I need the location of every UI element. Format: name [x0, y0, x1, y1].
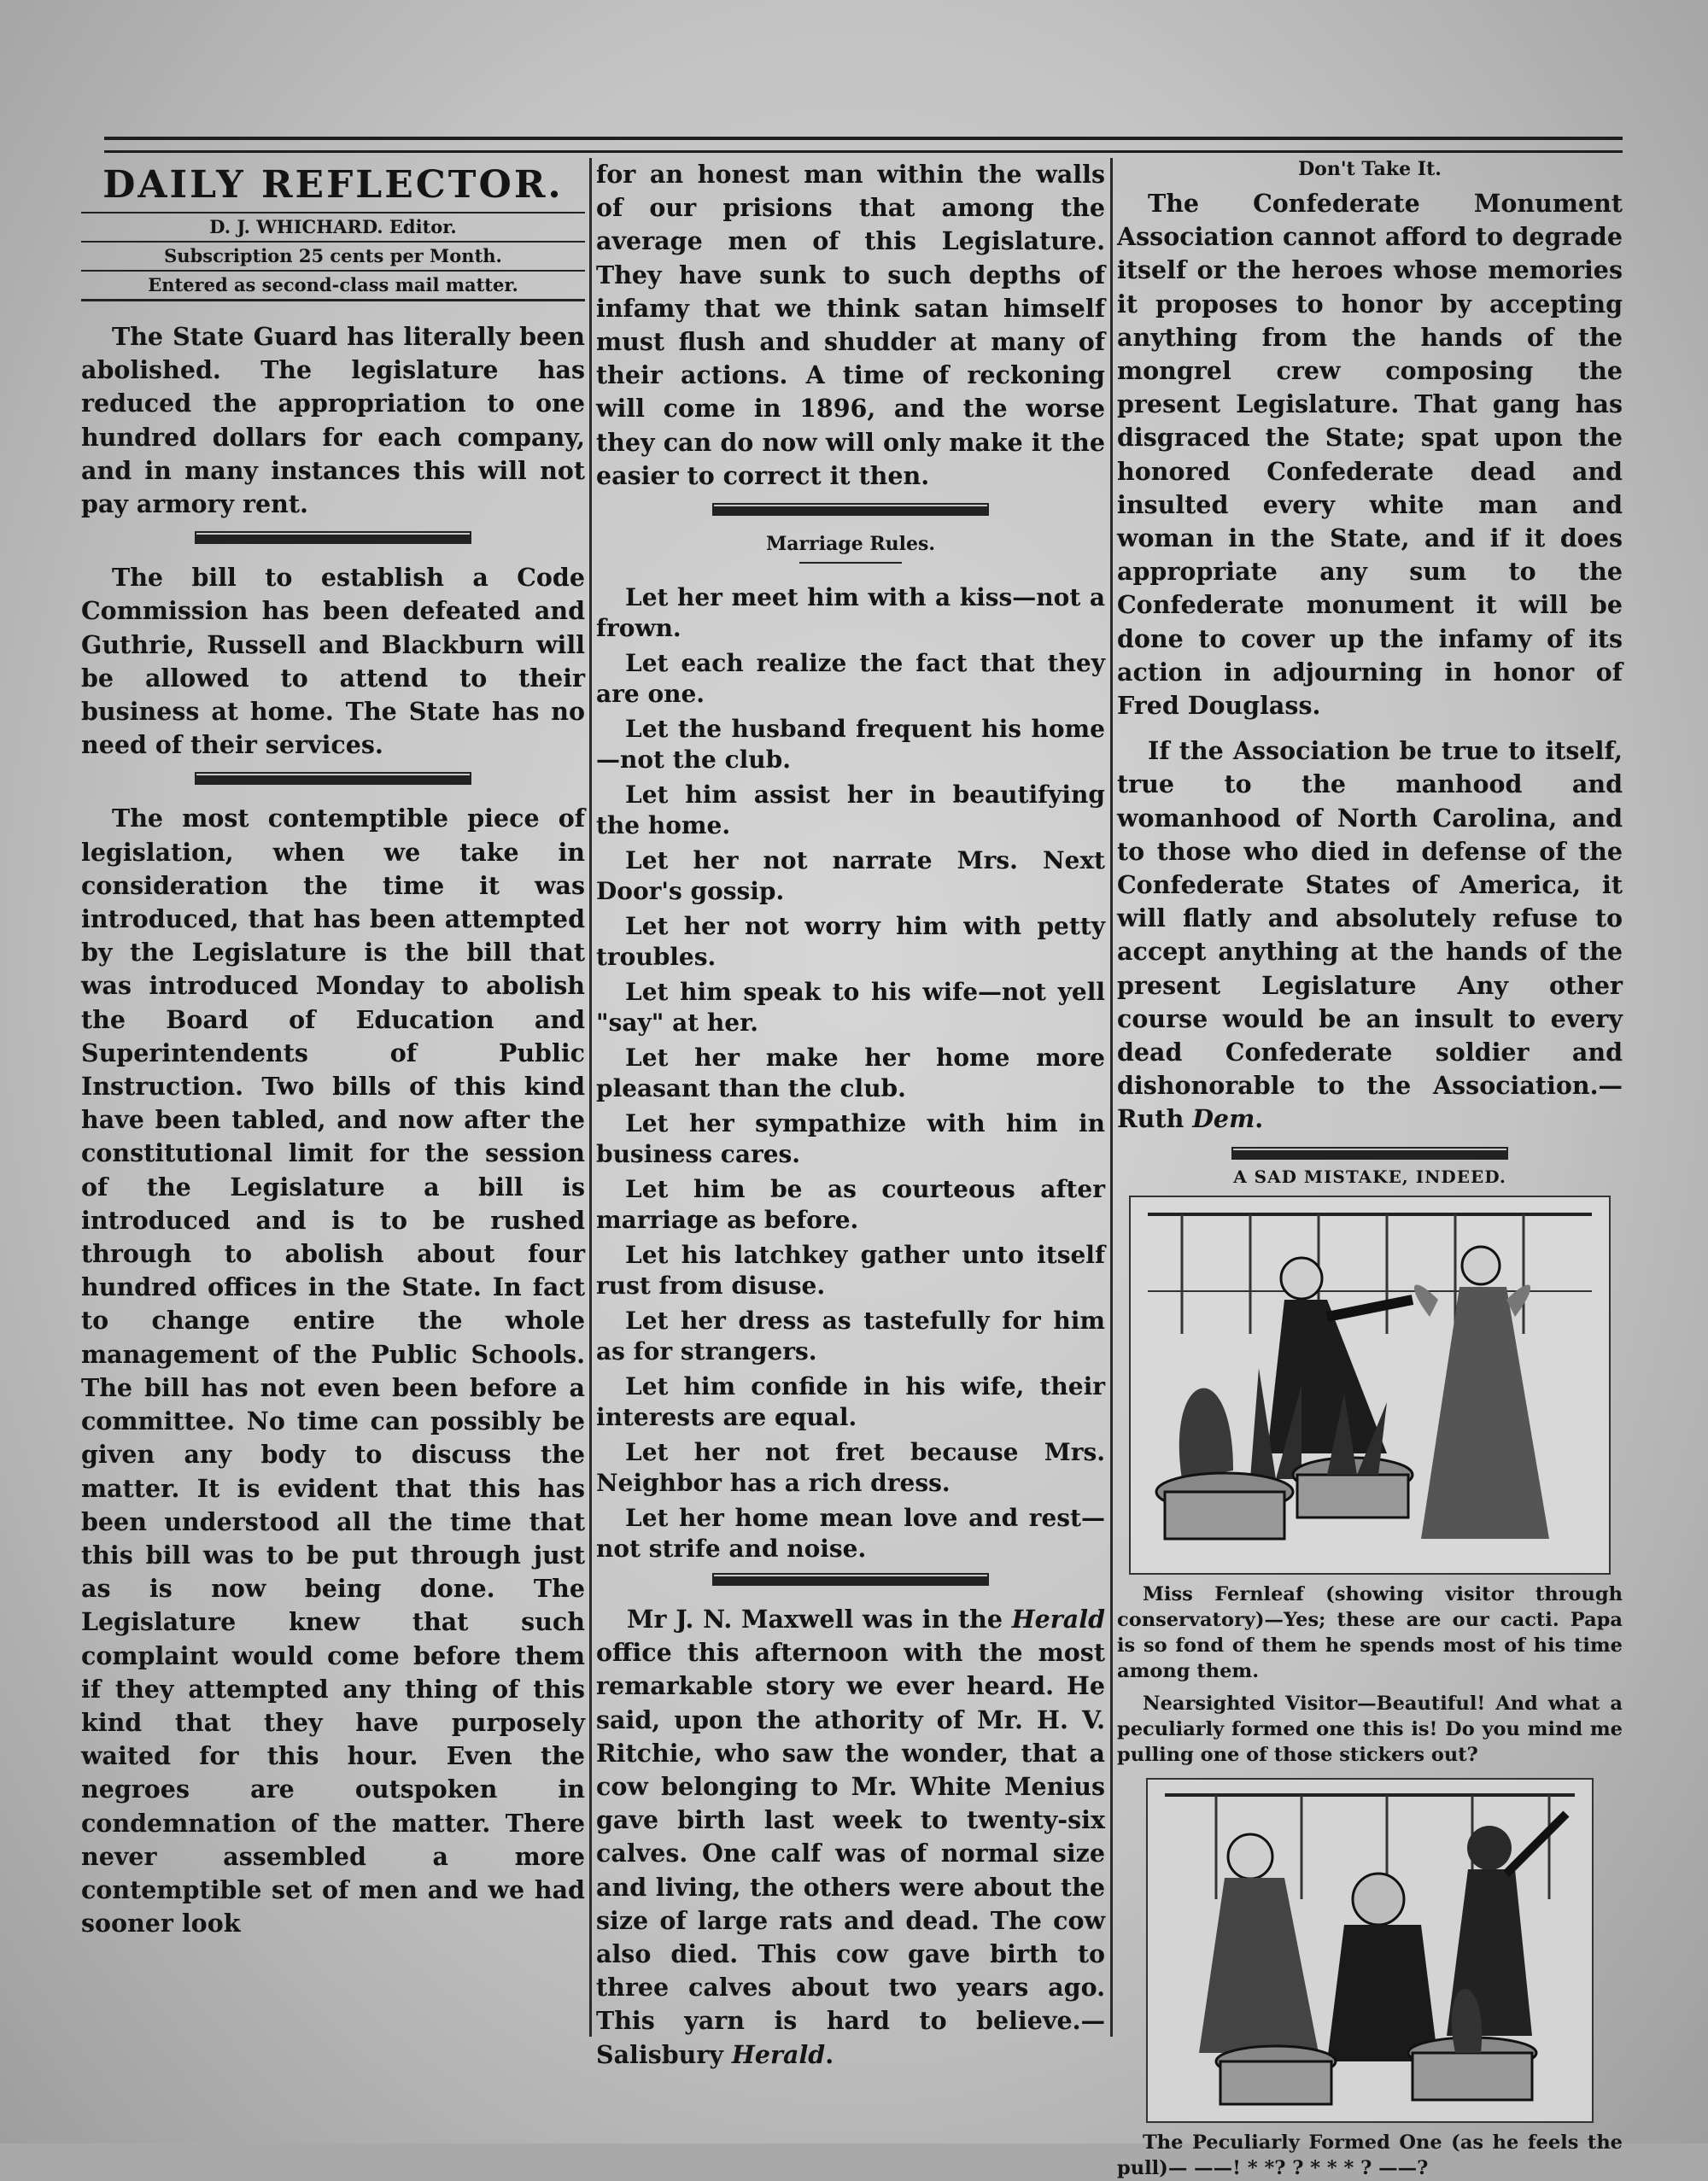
section-divider	[196, 774, 470, 783]
maxwell-text-end: .	[825, 2039, 834, 2069]
list-item: Let her meet him with a kiss—not a frown.	[596, 583, 1105, 643]
list-item: Let her not worry him with petty troubles.	[596, 912, 1105, 972]
herald-name-end: Herald	[731, 2039, 826, 2069]
section-divider	[1233, 1149, 1506, 1158]
list-item: Let her dress as tastefully for him as for strangers.	[596, 1307, 1105, 1366]
maxwell-text-1: Mr J. N. Maxwell was in the	[627, 1605, 1012, 1634]
dont-take-it-heading: Don't Take It.	[1298, 158, 1442, 180]
association-text-end: .	[1255, 1104, 1264, 1134]
column-3	[1117, 158, 1623, 2179]
section-divider	[714, 1575, 987, 1584]
masthead-entry: Entered as second-class mail matter.	[81, 270, 585, 301]
section-divider	[714, 505, 987, 514]
masthead-title: DAILY REFLECTOR.	[102, 163, 564, 207]
list-item: Let him assist her in beautifying the home.	[596, 781, 1105, 840]
list-item: Let her not fret because Mrs. Neighbor has a rich dress.	[596, 1438, 1105, 1498]
heading-underline	[799, 562, 902, 564]
masthead-subscription: Subscription 25 cents per Month.	[81, 241, 585, 270]
herald-name: Herald	[1011, 1605, 1105, 1634]
cartoon-caption-1: Miss Fernleaf (showing visitor through conservatory)—Yes; these are our cacti. Papa is so fond of them he spends most of his time among them.	[1117, 1582, 1623, 1682]
legislation-paragraph: The most contemptible piece of legislation, when we take in consideration the time it was introduced, that has been attempted by the Legislature is the bill that was introduced Monday to abolish the Board of Education and Superintendents of Public Instruction. Two bills of this kind have been tabled, and now after the constitutional limit for the session of the Legislature a bill is introduced and is to be rushed through to abolish about four hundred offices in the State. In fact to change entire the whole management of the Public Schools. The bill has not even been before a committee. No time can possibly be given any body to discuss the matter. It is evident that this has been understood all the time that this bill was to be put through just as is now being done. The Legislature knew that such complaint would come before them if they attempted any thing of this kind that they have purposely waited for this hour. Even the negroes are outspoken in condemnation of the matter. There never assembled a more contemptible set of men and we had sooner look	[81, 804, 585, 1938]
marriage-rules-heading: Marriage Rules.	[765, 533, 936, 556]
list-item: Let her sympathize with him in business cares.	[596, 1109, 1105, 1169]
column-separator-1	[589, 158, 592, 2037]
section-divider	[196, 533, 470, 542]
list-item: Let her make her home more pleasant than the club.	[596, 1044, 1105, 1103]
list-item: Let him speak to his wife—not yell "say" at her.	[596, 978, 1105, 1038]
column-1	[81, 158, 585, 2037]
cartoon-title: A SAD MISTAKE, INDEED.	[1233, 1166, 1506, 1187]
monument-paragraph: The Confederate Monument Association cannot afford to degrade itself or the heroes whose memories it proposes to honor by accepting anything from the hands of the mongrel crew composing the present Legislature. That gang has disgraced the State; spat upon the honored Confederate dead and insulted every white man and woman in the State, and if it does appropriate any sum to the Confederate monument it will be done to cover up the infamy of its action in adjourning in honor of Fred Douglass.	[1117, 189, 1623, 721]
column-separator-2	[1110, 158, 1113, 2037]
list-item: Let each realize the fact that they are one.	[596, 649, 1105, 709]
code-commission-paragraph: The bill to establish a Code Commission has been defeated and Guthrie, Russell and Blackburn will be allowed to attend to their business at home. The State has no need of their services.	[81, 563, 585, 760]
cartoon-caption-3: The Peculiarly Formed One (as he feels the pull)— ——! * *? ? * * * ? ——?	[1117, 2131, 1623, 2179]
cartoon-pull-illustration	[1146, 1778, 1594, 2123]
state-guard-paragraph: The State Guard has literally been abolished. The legislature has reduced the appropriation to one hundred dollars for each company, and in many instances this will not pay armory rent.	[81, 322, 585, 519]
legislation-continued-paragraph: for an honest man within the walls of our prisions that among the average men of this Legislature. They have sunk to such depths of infamy that we think satan himself must flush and shudder at many of their actions. A time of reckoning will come in 1896, and the worse they can do now will only make it the easier to correct it then.	[596, 160, 1105, 490]
masthead-editor: D. J. WHICHARD. Editor.	[81, 212, 585, 241]
list-item: Let the husband frequent his home—not the club.	[596, 715, 1105, 775]
list-item: Let him be as courteous after marriage as before.	[596, 1175, 1105, 1235]
list-item: Let his latchkey gather unto itself rust from disuse.	[596, 1241, 1105, 1301]
maxwell-text-2: office this afternoon with the most remarkable story we ever heard. He said, upon the athority of Mr. H. V. Ritchie, who saw the wonder, that a cow belonging to Mr. White Menius gave birth last week to twenty-six calves. One calf was of normal size and living, the others were about the size of large rats and dead. The cow also died. This cow gave birth to three calves about two years ago. This yarn is hard to believe.—Salisbury	[596, 1638, 1105, 2069]
cartoon-conservatory-illustration	[1129, 1196, 1611, 1575]
association-text: If the Association be true to itself, true to the manhood and womanhood of North Carolina, and to those who died in defense of the Confederate States of America, it will flatly and absolutely refuse to accept anything at the hands of the present Legislature Any other course would be an insult to every dead Confederate soldier and dishonorable to the Association.—Ruth	[1117, 736, 1623, 1134]
maxwell-paragraph	[596, 1603, 1105, 2072]
list-item: Let her not narrate Mrs. Next Door's gossip.	[596, 846, 1105, 906]
top-double-rule	[104, 137, 1623, 153]
cartoon-caption-2: Nearsighted Visitor—Beautiful! And what a peculiarly formed one this is! Do you mind me pulling one of those stickers out?	[1117, 1692, 1623, 1766]
association-paragraph	[1117, 734, 1623, 1136]
marriage-rules-list	[596, 582, 1105, 1564]
list-item: Let him confide in his wife, their interests are equal.	[596, 1372, 1105, 1432]
list-item: Let her home mean love and rest—not strife and noise.	[596, 1504, 1105, 1564]
column-2	[596, 158, 1105, 2069]
dem-name: Dem	[1192, 1104, 1255, 1134]
